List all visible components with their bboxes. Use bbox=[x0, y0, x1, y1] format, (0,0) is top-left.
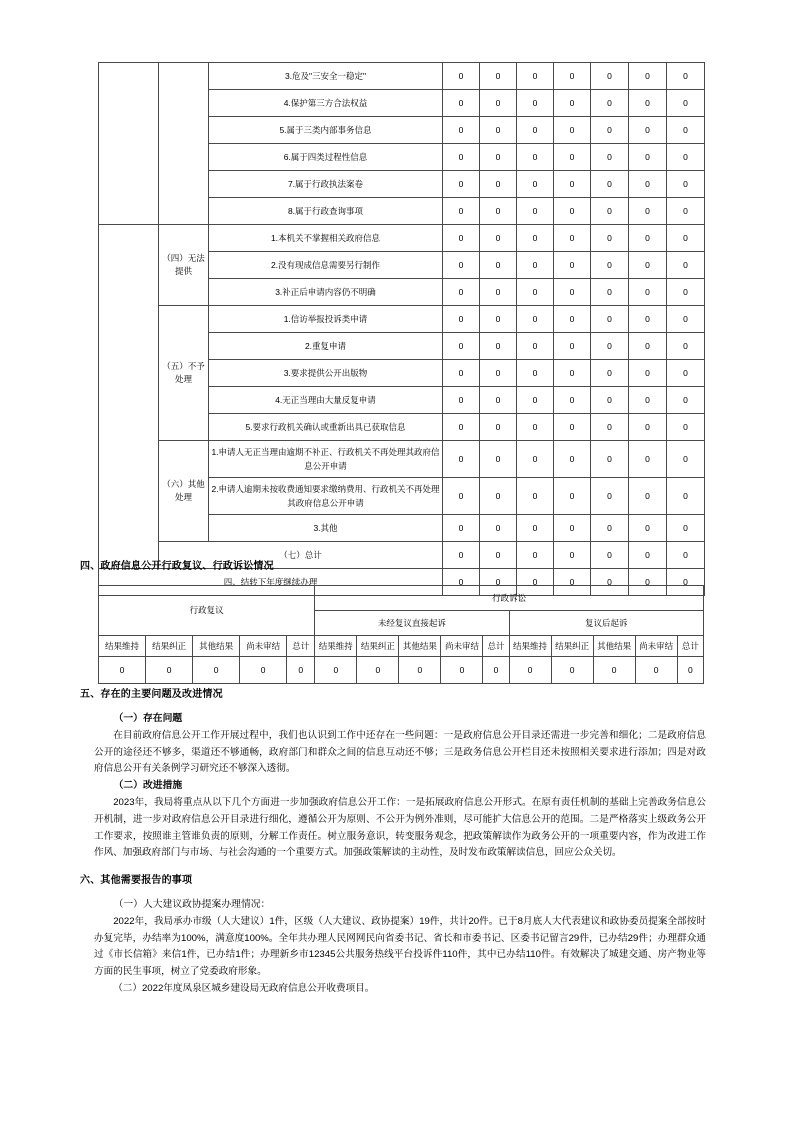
row-value: 0 bbox=[480, 515, 517, 542]
row-value: 0 bbox=[591, 144, 629, 171]
row-value: 0 bbox=[629, 441, 667, 478]
row-value: 0 bbox=[554, 306, 591, 333]
row-value: 0 bbox=[554, 90, 591, 117]
cell-value: 0 bbox=[509, 657, 551, 684]
cell-value: 0 bbox=[551, 657, 593, 684]
row-value: 0 bbox=[517, 360, 554, 387]
row-value: 0 bbox=[443, 225, 480, 252]
row-value: 0 bbox=[591, 387, 629, 414]
row-value: 0 bbox=[667, 515, 705, 542]
row-value: 0 bbox=[480, 198, 517, 225]
carryover-value: 0 bbox=[554, 569, 591, 596]
row-value: 0 bbox=[629, 360, 667, 387]
row-value: 0 bbox=[517, 117, 554, 144]
row-value: 0 bbox=[554, 360, 591, 387]
row-value: 0 bbox=[443, 515, 480, 542]
row-value: 0 bbox=[629, 198, 667, 225]
row-value: 0 bbox=[554, 515, 591, 542]
row-value: 0 bbox=[517, 198, 554, 225]
row-value: 0 bbox=[480, 63, 517, 90]
row-value: 0 bbox=[443, 360, 480, 387]
section-6-sub1-heading: （一）人大建议政协提案办理情况： bbox=[113, 899, 271, 910]
section-5-sub2-heading: （二）改进措施 bbox=[113, 780, 183, 792]
carryover-value: 0 bbox=[667, 569, 705, 596]
cell-value: 0 bbox=[357, 657, 399, 684]
row-label: 3.补正后申请内容仍不明确 bbox=[209, 279, 443, 306]
section-spacer-cell bbox=[99, 225, 159, 569]
carryover-left-cell bbox=[99, 63, 159, 225]
row-value: 0 bbox=[517, 441, 554, 478]
row-value: 0 bbox=[591, 441, 629, 478]
row-value: 0 bbox=[480, 90, 517, 117]
col-header: 其他结果 bbox=[593, 636, 635, 657]
row-value: 0 bbox=[480, 333, 517, 360]
row-label: 1.本机关不掌握相关政府信息 bbox=[209, 225, 443, 252]
group-label: （六）其他处理 bbox=[159, 441, 209, 542]
row-value: 0 bbox=[517, 63, 554, 90]
row-value: 0 bbox=[517, 387, 554, 414]
col-header: 结果纠正 bbox=[551, 636, 593, 657]
table-row bbox=[99, 441, 705, 478]
section-6-sub2-body: （二）2022年度凤泉区城乡建设局无政府信息公开收费项目。 bbox=[113, 982, 375, 994]
row-value: 0 bbox=[629, 117, 667, 144]
row-value: 0 bbox=[480, 306, 517, 333]
cell-value: 0 bbox=[441, 657, 483, 684]
row-label: 2.没有现成信息需要另行制作 bbox=[209, 252, 443, 279]
row-value: 0 bbox=[667, 441, 705, 478]
cell-value: 0 bbox=[99, 657, 146, 684]
row-value: 0 bbox=[591, 414, 629, 441]
row-value: 0 bbox=[517, 144, 554, 171]
subgroup-header-direct-suit: 未经复议直接起诉 bbox=[315, 611, 509, 636]
col-header: 尚未审结 bbox=[240, 636, 287, 657]
row-value: 0 bbox=[591, 90, 629, 117]
cell-value: 0 bbox=[193, 657, 240, 684]
row-value: 0 bbox=[480, 441, 517, 478]
cell-value: 0 bbox=[635, 657, 677, 684]
carryover-value: 0 bbox=[591, 569, 629, 596]
row-value: 0 bbox=[517, 90, 554, 117]
row-value: 0 bbox=[480, 360, 517, 387]
row-label: 3.要求提供公开出版物 bbox=[209, 360, 443, 387]
row-value: 0 bbox=[517, 225, 554, 252]
row-value: 0 bbox=[629, 279, 667, 306]
row-value: 0 bbox=[629, 414, 667, 441]
cell-value: 0 bbox=[146, 657, 193, 684]
row-label: 3.其他 bbox=[209, 515, 443, 542]
row-label: 3.危及"三安全一稳定" bbox=[209, 63, 443, 90]
row-value: 0 bbox=[667, 252, 705, 279]
group-label: （四）无法提供 bbox=[159, 225, 209, 306]
section-5-sub2-body: 2023年，我局将重点从以下几个方面进一步加强政府信息公开工作：一是拓展政府信息公开形式。在原有责任机制的基础上完善政务信息公开机制，进一步对政府信息公开目录进行细化，遵循公开为原则、不公开为例外准则，尽可能扩大信息公开的范围。二是严格落实上级政务公开工作要求，按照谁主管谁负责的原则，分解工作责任。树立服务意识，转变服务观念，把政策解读作为政务公开的一项重要内容，作为改进工作作风、加强政府部门与市场、与社会沟通的一个重要方式。加强政策解读的主动性，及时发布政策解读信息，回应公众关切。 bbox=[94, 796, 706, 859]
row-label: 5.要求行政机关确认或重新出具已获取信息 bbox=[209, 414, 443, 441]
row-value: 0 bbox=[480, 387, 517, 414]
row-value: 0 bbox=[629, 306, 667, 333]
total-value: 0 bbox=[480, 542, 517, 569]
row-value: 0 bbox=[591, 198, 629, 225]
row-value: 0 bbox=[554, 171, 591, 198]
cell-value: 0 bbox=[593, 657, 635, 684]
row-value: 0 bbox=[517, 478, 554, 515]
row-value: 0 bbox=[554, 441, 591, 478]
row-value: 0 bbox=[480, 171, 517, 198]
row-value: 0 bbox=[667, 478, 705, 515]
row-value: 0 bbox=[629, 90, 667, 117]
group-header-admin-litigation: 行政诉讼 bbox=[315, 586, 704, 611]
row-value: 0 bbox=[443, 478, 480, 515]
row-value: 0 bbox=[517, 515, 554, 542]
row-value: 0 bbox=[443, 171, 480, 198]
group-label: （五）不予处理 bbox=[159, 306, 209, 441]
total-value: 0 bbox=[554, 542, 591, 569]
row-value: 0 bbox=[443, 306, 480, 333]
row-value: 0 bbox=[443, 333, 480, 360]
row-value: 0 bbox=[443, 414, 480, 441]
col-header: 尚未审结 bbox=[635, 636, 677, 657]
section-5-sub1-body: 在目前政府信息公开工作开展过程中，我们也认识到工作中还存在一些问题：一是政府信息公开目录还需进一步完善和细化；二是政府信息公开的途径还不够多，渠道还不够通畅，政府部门和群众之间的信息互动还不够；三是政务信息公开栏目还未按照相关要求进行添加；四是对政府信息公开有关条例学习研究还不够深入透彻。 bbox=[94, 729, 706, 775]
col-header: 结果维持 bbox=[99, 636, 146, 657]
table-column-header-row bbox=[99, 636, 704, 657]
table-body bbox=[99, 63, 705, 596]
section-6-body bbox=[94, 897, 706, 998]
row-value: 0 bbox=[443, 252, 480, 279]
table-body bbox=[99, 586, 704, 684]
row-value: 0 bbox=[667, 225, 705, 252]
row-value: 0 bbox=[554, 252, 591, 279]
row-value: 0 bbox=[591, 306, 629, 333]
row-value: 0 bbox=[443, 63, 480, 90]
row-value: 0 bbox=[667, 63, 705, 90]
row-value: 0 bbox=[667, 333, 705, 360]
cell-value: 0 bbox=[399, 657, 441, 684]
col-header: 结果维持 bbox=[315, 636, 357, 657]
row-value: 0 bbox=[554, 414, 591, 441]
row-value: 0 bbox=[629, 63, 667, 90]
review-litigation-table-wrapper bbox=[98, 585, 704, 684]
row-value: 0 bbox=[517, 414, 554, 441]
section-6-sub1-body: 2022年，我局承办市级（人大建议）1件，区级（人大建议、政协提案）19件，共计20件。已于8月底人大代表建议和政协委员提案全部按时办复完毕，办结率为100%，满意度100%。全年共办理人民网网民向省委书记、省长和市委书记、区委书记留言29件，已办结29件；办理群众通过《市长信箱》来信1件，已办结1件；办理新乡市12345公共服务热线平台投诉件110件，其中已办结110件。有效解决了城建交通、房产物业等方面的民生事项，树立了党委政府形象。 bbox=[94, 915, 706, 978]
table-row bbox=[99, 63, 705, 90]
col-header: 总计 bbox=[677, 636, 703, 657]
row-value: 0 bbox=[443, 441, 480, 478]
row-value: 0 bbox=[667, 117, 705, 144]
carryover-group-cell bbox=[159, 63, 209, 225]
row-value: 0 bbox=[443, 387, 480, 414]
col-header: 尚未审结 bbox=[441, 636, 483, 657]
section-5-sub1-heading: （一）存在问题 bbox=[113, 713, 183, 724]
row-value: 0 bbox=[443, 198, 480, 225]
group-header-admin-review: 行政复议 bbox=[99, 586, 315, 636]
row-value: 0 bbox=[480, 144, 517, 171]
row-label: 4.无正当理由大量反复申请 bbox=[209, 387, 443, 414]
row-value: 0 bbox=[480, 478, 517, 515]
row-value: 0 bbox=[591, 478, 629, 515]
row-value: 0 bbox=[629, 333, 667, 360]
row-value: 0 bbox=[629, 478, 667, 515]
row-value: 0 bbox=[554, 387, 591, 414]
row-value: 0 bbox=[517, 171, 554, 198]
row-value: 0 bbox=[667, 387, 705, 414]
row-value: 0 bbox=[480, 414, 517, 441]
review-litigation-table bbox=[98, 585, 704, 684]
total-value: 0 bbox=[517, 542, 554, 569]
row-value: 0 bbox=[443, 117, 480, 144]
row-value: 0 bbox=[629, 144, 667, 171]
row-value: 0 bbox=[667, 171, 705, 198]
col-header: 总计 bbox=[483, 636, 509, 657]
row-value: 0 bbox=[629, 387, 667, 414]
row-value: 0 bbox=[667, 306, 705, 333]
row-value: 0 bbox=[629, 225, 667, 252]
table-value-row bbox=[99, 657, 704, 684]
row-value: 0 bbox=[554, 279, 591, 306]
application-handling-table-wrapper bbox=[98, 62, 704, 596]
row-value: 0 bbox=[667, 279, 705, 306]
carryover-value: 0 bbox=[629, 569, 667, 596]
row-value: 0 bbox=[629, 252, 667, 279]
carryover-row-label: 四、结转下年度继续办理 bbox=[99, 569, 443, 596]
row-value: 0 bbox=[443, 279, 480, 306]
col-header: 结果维持 bbox=[509, 636, 551, 657]
row-value: 0 bbox=[443, 90, 480, 117]
cell-value: 0 bbox=[240, 657, 287, 684]
col-header: 结果纠正 bbox=[357, 636, 399, 657]
row-value: 0 bbox=[591, 225, 629, 252]
row-value: 0 bbox=[443, 144, 480, 171]
total-value: 0 bbox=[591, 542, 629, 569]
carryover-value: 0 bbox=[480, 569, 517, 596]
section-4-heading: 四、政府信息公开行政复议、行政诉讼情况 bbox=[80, 561, 274, 572]
row-value: 0 bbox=[667, 90, 705, 117]
carryover-value: 0 bbox=[443, 569, 480, 596]
row-value: 0 bbox=[591, 279, 629, 306]
row-value: 0 bbox=[517, 279, 554, 306]
row-value: 0 bbox=[480, 279, 517, 306]
section-5-heading: 五、存在的主要问题及改进情况 bbox=[80, 689, 223, 700]
row-label: 6.属于四类过程性信息 bbox=[209, 144, 443, 171]
cell-value: 0 bbox=[287, 657, 315, 684]
row-value: 0 bbox=[517, 252, 554, 279]
row-label: 7.属于行政执法案卷 bbox=[209, 171, 443, 198]
row-value: 0 bbox=[591, 63, 629, 90]
row-value: 0 bbox=[480, 252, 517, 279]
row-value: 0 bbox=[554, 333, 591, 360]
row-label: 2.申请人逾期未按收费通知要求缴纳费用、行政机关不再处理其政府信息公开申请 bbox=[209, 478, 443, 515]
row-label: 8.属于行政查询事项 bbox=[209, 198, 443, 225]
row-label: 5.属于三类内部事务信息 bbox=[209, 117, 443, 144]
row-value: 0 bbox=[554, 117, 591, 144]
row-label: 1.申请人无正当理由逾期不补正、行政机关不再处理其政府信息公开申请 bbox=[209, 441, 443, 478]
row-value: 0 bbox=[667, 144, 705, 171]
total-value: 0 bbox=[667, 542, 705, 569]
section-5-body bbox=[94, 711, 706, 862]
row-value: 0 bbox=[591, 252, 629, 279]
row-value: 0 bbox=[554, 478, 591, 515]
section-6-heading: 六、其他需要报告的事项 bbox=[80, 875, 193, 886]
row-value: 0 bbox=[667, 414, 705, 441]
row-value: 0 bbox=[554, 144, 591, 171]
cell-value: 0 bbox=[315, 657, 357, 684]
row-value: 0 bbox=[667, 198, 705, 225]
col-header: 结果纠正 bbox=[146, 636, 193, 657]
row-value: 0 bbox=[480, 225, 517, 252]
row-value: 0 bbox=[629, 171, 667, 198]
table-row bbox=[99, 306, 705, 333]
total-row-label: （七）总计 bbox=[159, 542, 443, 569]
row-value: 0 bbox=[554, 225, 591, 252]
col-header: 其他结果 bbox=[399, 636, 441, 657]
row-value: 0 bbox=[591, 171, 629, 198]
row-value: 0 bbox=[629, 515, 667, 542]
row-value: 0 bbox=[591, 333, 629, 360]
carryover-value: 0 bbox=[517, 569, 554, 596]
cell-value: 0 bbox=[677, 657, 703, 684]
table-group-header-row bbox=[99, 586, 704, 611]
row-label: 2.重复申请 bbox=[209, 333, 443, 360]
total-value: 0 bbox=[443, 542, 480, 569]
row-label: 1.信访举报投诉类申请 bbox=[209, 306, 443, 333]
col-header: 其他结果 bbox=[193, 636, 240, 657]
row-value: 0 bbox=[554, 198, 591, 225]
row-value: 0 bbox=[554, 63, 591, 90]
cell-value: 0 bbox=[483, 657, 509, 684]
table-row bbox=[99, 225, 705, 252]
total-value: 0 bbox=[629, 542, 667, 569]
row-value: 0 bbox=[517, 333, 554, 360]
row-label: 4.保护第三方合法权益 bbox=[209, 90, 443, 117]
application-handling-table bbox=[98, 62, 705, 596]
row-value: 0 bbox=[591, 515, 629, 542]
row-value: 0 bbox=[480, 117, 517, 144]
subgroup-header-after-review-suit: 复议后起诉 bbox=[509, 611, 704, 636]
row-value: 0 bbox=[517, 306, 554, 333]
col-header: 总计 bbox=[287, 636, 315, 657]
row-value: 0 bbox=[591, 117, 629, 144]
row-value: 0 bbox=[667, 360, 705, 387]
row-value: 0 bbox=[591, 360, 629, 387]
